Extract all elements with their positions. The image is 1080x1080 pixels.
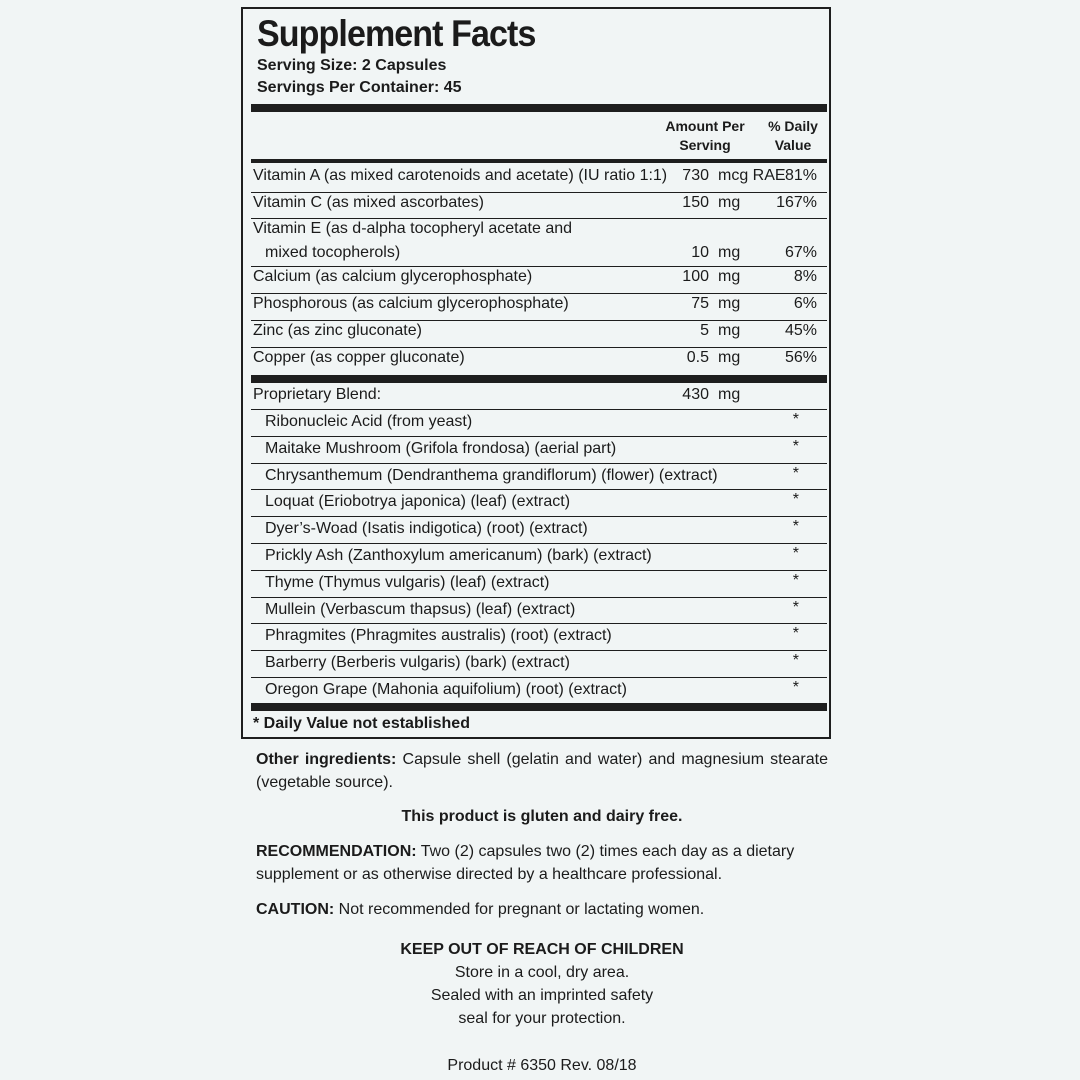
row-separator	[251, 293, 827, 294]
blend-ingredient-name: Phragmites (Phragmites australis) (root) (extract)	[265, 627, 612, 644]
nutrient-name: Calcium (as calcium glycerophosphate)	[253, 268, 533, 285]
row-separator	[251, 650, 827, 651]
other-ingredients-text: Capsule shell (gelatin and water) and magnesium stearate (vegetable source).	[256, 751, 828, 791]
nutrient-qty: 0.5	[686, 349, 709, 366]
nutrient-unit: mg	[718, 322, 741, 339]
nutrient-name: Vitamin E (as d-alpha tocopheryl acetate and	[253, 220, 573, 237]
row-separator	[251, 489, 827, 490]
row-separator	[251, 570, 827, 571]
row-separator	[251, 436, 827, 437]
nutrient-daily-value: 81%	[784, 167, 817, 184]
nutrient-name: Vitamin A (as mixed carotenoids and acetate) (IU ratio 1:1)	[253, 167, 668, 184]
blend-ingredient-name: Thyme (Thymus vulgaris) (leaf) (extract)	[265, 574, 550, 591]
recommendation	[256, 840, 828, 886]
servings-per-container: Servings Per Container: 45	[257, 79, 462, 96]
nutrient-name: Vitamin C (as mixed ascorbates)	[253, 194, 484, 211]
divider-medium	[251, 159, 827, 163]
row-separator	[251, 677, 827, 678]
nutrient-qty: 10	[691, 244, 709, 261]
divider-thick	[251, 375, 827, 383]
gluten-dairy-free-statement: This product is gluten and dairy free.	[401, 808, 683, 825]
nutrient-unit: mg	[718, 194, 741, 211]
row-separator	[251, 463, 827, 464]
blend-name: Proprietary Blend:	[253, 386, 382, 403]
blend-ingredient-name: Dyer’s-Woad (Isatis indigotica) (root) (extract)	[265, 520, 588, 537]
divider-thick	[251, 104, 827, 112]
serving-size: Serving Size: 2 Capsules	[257, 57, 447, 74]
blend-unit: mg	[718, 386, 741, 403]
blend-ingredient-name: Barberry (Berberis vulgaris) (bark) (extract)	[265, 654, 570, 671]
blend-ingredient-daily-value: *	[792, 465, 799, 482]
nutrient-daily-value: 56%	[784, 349, 817, 366]
nutrient-daily-value: 8%	[793, 268, 817, 285]
nutrient-name: Copper (as copper gluconate)	[253, 349, 465, 366]
row-separator	[251, 266, 827, 267]
store-instruction: Store in a cool, dry area.	[454, 964, 630, 981]
column-header-daily-value	[758, 117, 828, 155]
panel-title: Supplement Facts	[257, 13, 536, 54]
blend-ingredient-name: Ribonucleic Acid (from yeast)	[265, 413, 473, 430]
blend-ingredient-daily-value: *	[792, 545, 799, 562]
nutrient-qty: 75	[691, 295, 709, 312]
divider-thick	[251, 703, 827, 711]
nutrient-name: Phosphorous (as calcium glycerophosphate)	[253, 295, 569, 312]
blend-ingredient-name: Maitake Mushroom (Grifola frondosa) (aerial part)	[265, 440, 617, 457]
keep-out-warning: KEEP OUT OF REACH OF CHILDREN	[400, 941, 684, 958]
blend-ingredient-daily-value: *	[792, 518, 799, 535]
sealed-line-1: Sealed with an imprinted safety	[430, 987, 654, 1004]
row-separator	[251, 597, 827, 598]
blend-ingredient-name: Mullein (Verbascum thapsus) (leaf) (extract)	[265, 601, 576, 618]
caution	[256, 898, 828, 921]
caution-label: CAUTION:	[256, 901, 335, 918]
row-separator	[251, 347, 827, 348]
column-header-dv-line2: Value	[774, 137, 812, 153]
nutrient-name-continued: mixed tocopherols)	[265, 244, 401, 261]
blend-ingredient-daily-value: *	[792, 599, 799, 616]
column-header-amount-line1: Amount Per	[665, 118, 745, 134]
nutrient-unit: mg	[718, 349, 741, 366]
blend-ingredient-daily-value: *	[792, 491, 799, 508]
column-header-amount	[660, 117, 750, 155]
blend-ingredient-name: Chrysanthemum (Dendranthema grandiflorum) (flower) (extract)	[265, 467, 718, 484]
recommendation-label: RECOMMENDATION:	[256, 843, 417, 860]
nutrient-unit: mg	[718, 268, 741, 285]
nutrient-daily-value: 67%	[784, 244, 817, 261]
other-ingredients	[256, 748, 828, 794]
nutrient-qty: 100	[682, 268, 709, 285]
sealed-line-2: seal for your protection.	[458, 1010, 626, 1027]
blend-ingredient-daily-value: *	[792, 625, 799, 642]
row-separator	[251, 218, 827, 219]
nutrient-name: Zinc (as zinc gluconate)	[253, 322, 422, 339]
nutrient-unit: mg	[718, 244, 741, 261]
nutrient-qty: 730	[682, 167, 709, 184]
nutrient-unit: mg	[718, 295, 741, 312]
blend-ingredient-daily-value: *	[792, 679, 799, 696]
row-separator	[251, 543, 827, 544]
blend-ingredient-daily-value: *	[792, 438, 799, 455]
storage-info	[256, 938, 828, 1030]
caution-text: Not recommended for pregnant or lactating women.	[334, 901, 705, 918]
nutrient-daily-value: 6%	[793, 295, 817, 312]
blend-ingredient-daily-value: *	[792, 411, 799, 428]
row-separator	[251, 320, 827, 321]
row-separator	[251, 192, 827, 193]
row-separator	[251, 516, 827, 517]
nutrient-daily-value: 167%	[776, 194, 817, 211]
blend-ingredient-daily-value: *	[792, 572, 799, 589]
blend-ingredient-name: Prickly Ash (Zanthoxylum americanum) (bark) (extract)	[265, 547, 652, 564]
blend-ingredient-name: Oregon Grape (Mahonia aquifolium) (root) (extract)	[265, 681, 627, 698]
other-ingredients-label: Other ingredients:	[256, 751, 397, 768]
column-header-dv-line1: % Daily	[768, 118, 818, 134]
daily-value-footnote: * Daily Value not established	[253, 715, 470, 732]
blend-ingredient-name: Loquat (Eriobotrya japonica) (leaf) (extract)	[265, 493, 571, 510]
column-header-amount-line2: Serving	[679, 137, 731, 153]
row-separator	[251, 409, 827, 410]
nutrient-unit: mcg RAE	[718, 167, 786, 184]
supplement-facts-panel	[241, 7, 831, 739]
row-separator	[251, 623, 827, 624]
nutrient-qty: 150	[682, 194, 709, 211]
blend-qty: 430	[682, 386, 709, 403]
product-number: Product # 6350 Rev. 08/18	[447, 1057, 637, 1074]
recommendation-text: Two (2) capsules two (2) times each day as a dietary supplement or as otherwise directed by a healthcare professional.	[256, 843, 795, 883]
nutrient-qty: 5	[700, 322, 709, 339]
blend-ingredient-daily-value: *	[792, 652, 799, 669]
nutrient-daily-value: 45%	[784, 322, 817, 339]
